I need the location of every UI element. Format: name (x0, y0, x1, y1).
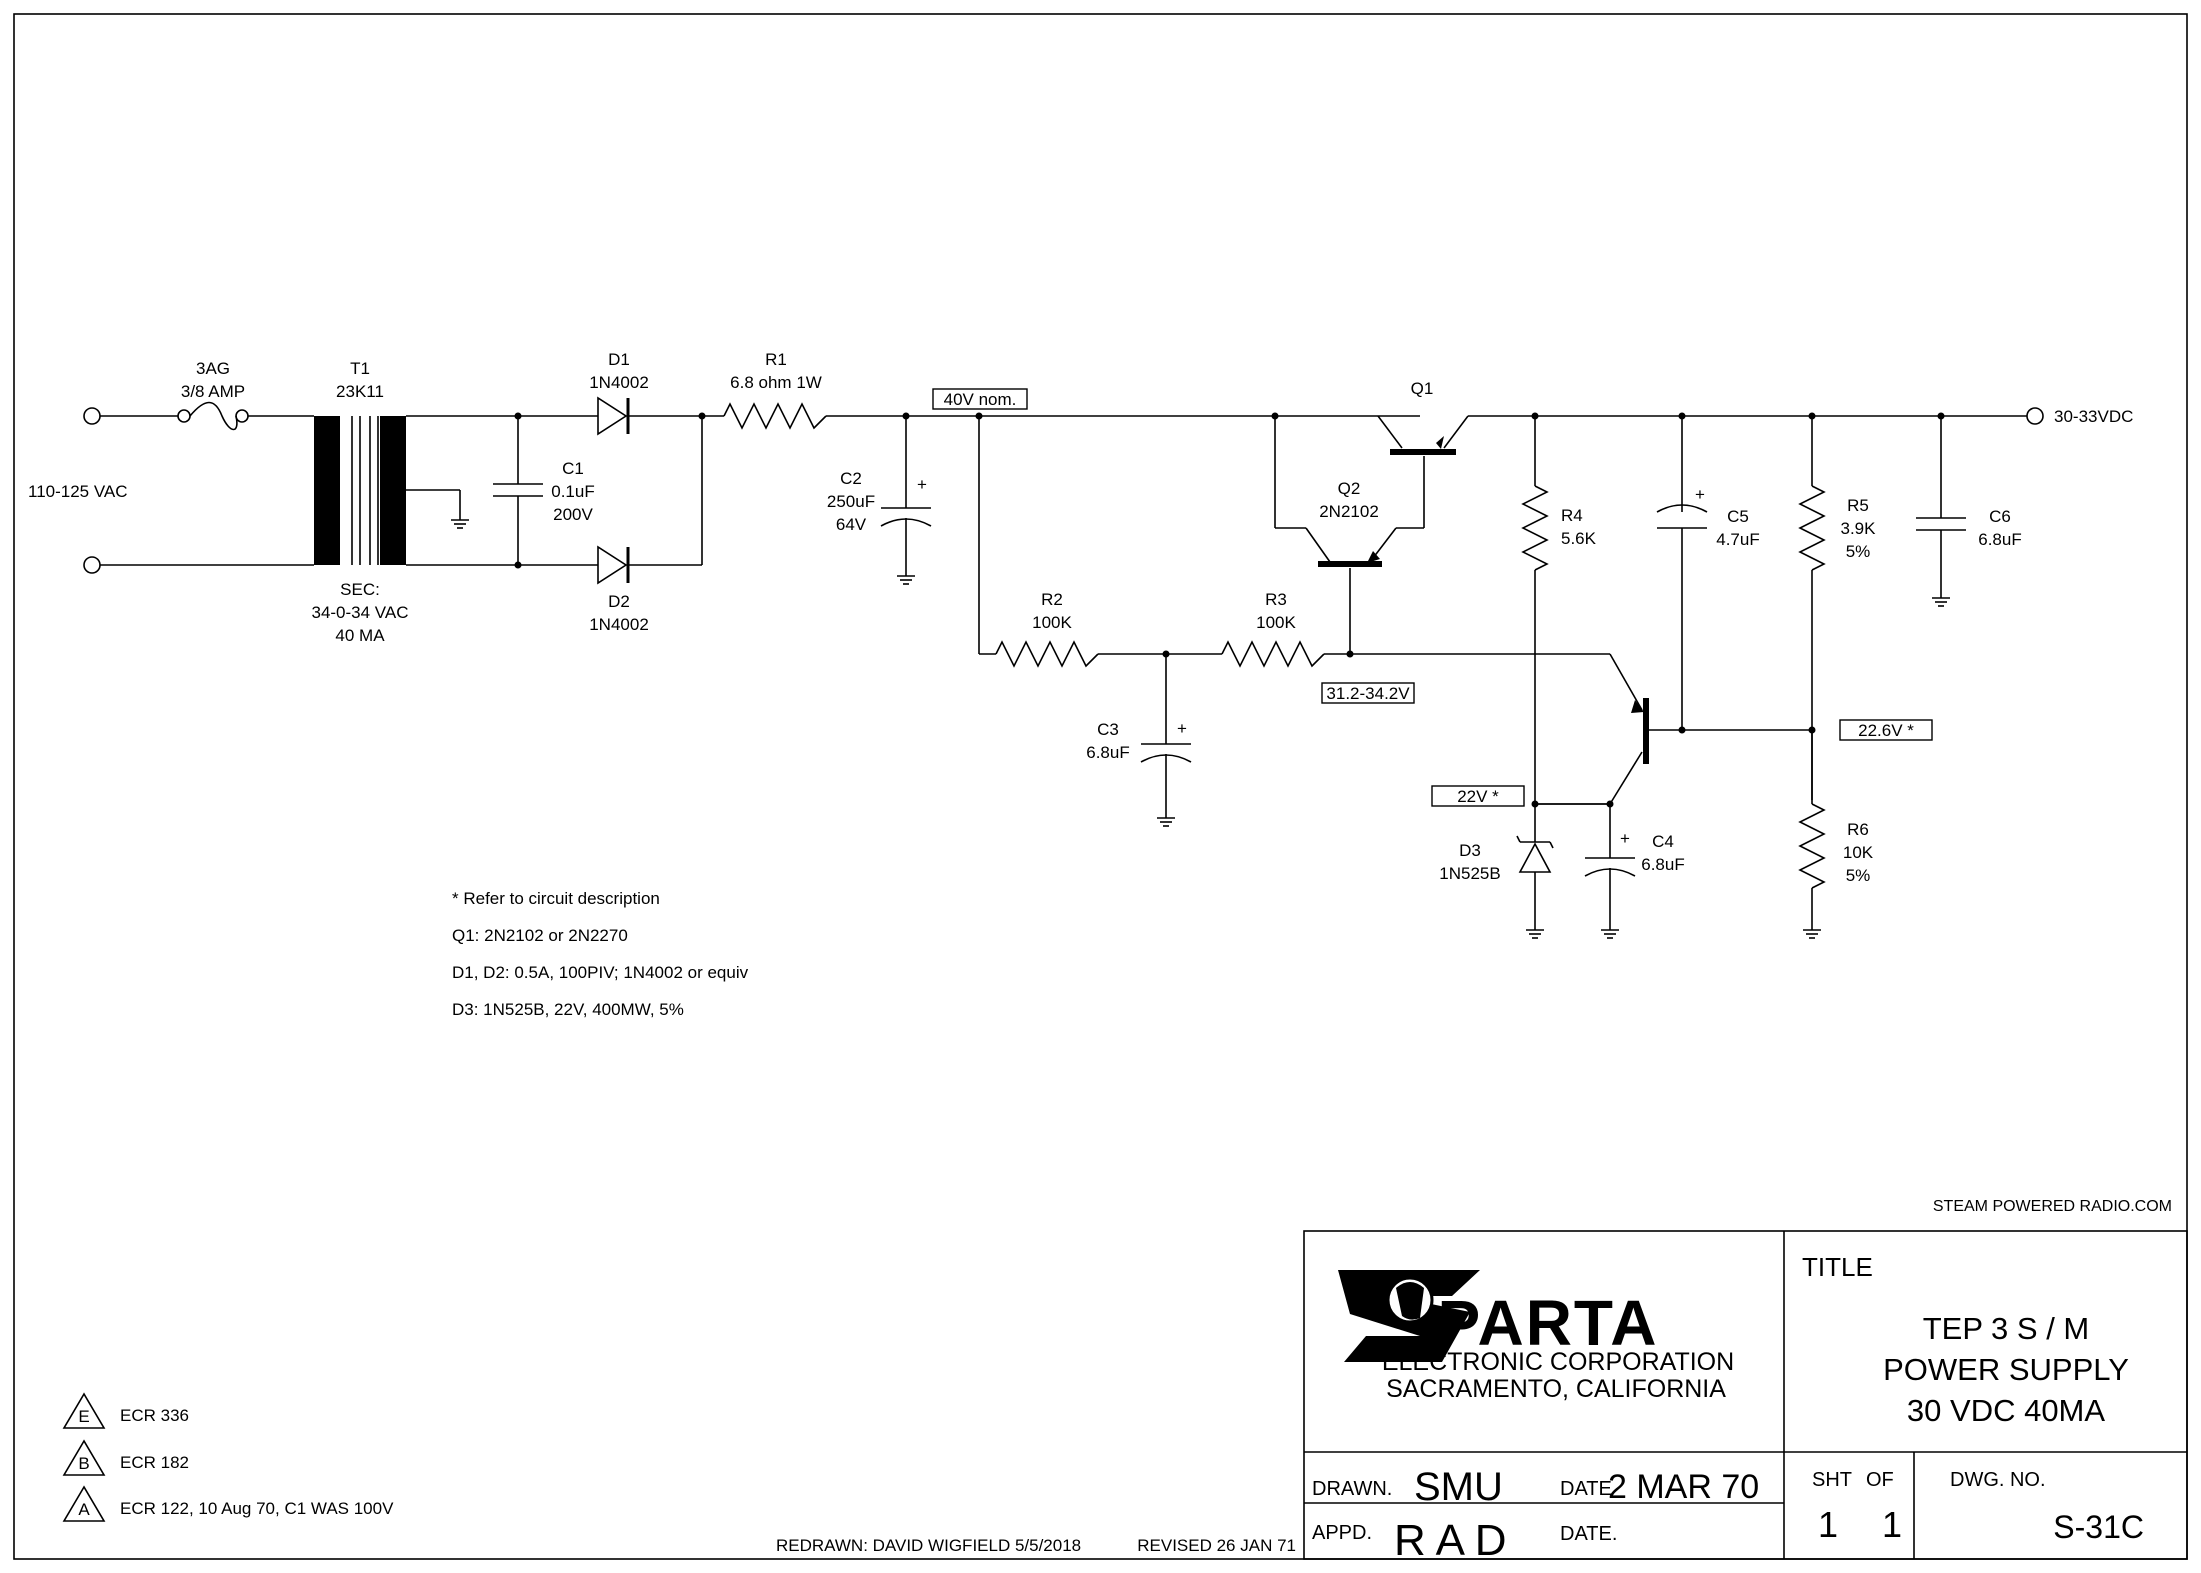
dc-output (2027, 407, 2133, 426)
zener-diode-d3 (1439, 804, 1553, 938)
drawn-value: SMU (1414, 1465, 1503, 1509)
r1-ref: R1 (765, 350, 787, 369)
logo-text: PARTA (1437, 1287, 1659, 1359)
capacitor-c1 (493, 416, 595, 565)
t1-part: 23K11 (336, 382, 384, 401)
d2-ref: D2 (608, 592, 630, 611)
q2-part: 2N2102 (1319, 502, 1379, 521)
r2-ref: R2 (1041, 590, 1063, 609)
testpoint-40v-label: 40V nom. (943, 390, 1017, 409)
resistor-r2 (996, 590, 1098, 666)
dwg-value: S-31C (2053, 1509, 2144, 1545)
sht-label: SHT (1812, 1469, 1852, 1491)
date-label: DATE (1560, 1478, 1612, 1500)
capacitor-c5 (1657, 416, 1760, 730)
title-line-3: 30 VDC 40MA (1906, 1393, 2106, 1428)
d3-ref: D3 (1459, 841, 1481, 860)
sht-value: 1 (1817, 1504, 1839, 1545)
c5-polarity: + (1695, 485, 1705, 504)
transistor-q3 (1610, 654, 1646, 804)
revision-list (64, 1394, 394, 1521)
fuse-value: 3/8 AMP (180, 382, 246, 401)
r5-ref: R5 (1847, 496, 1869, 515)
d2-part: 1N4002 (589, 615, 649, 634)
q1-ref: Q1 (1410, 379, 1434, 398)
t1-sec-title: SEC: (340, 580, 380, 599)
c5-ref: C5 (1727, 507, 1749, 526)
diode-d1 (589, 350, 649, 434)
revision-text: ECR 336 (120, 1406, 189, 1425)
d3-part: 1N525B (1439, 864, 1501, 883)
company-name: ELECTRONIC CORPORATION (1381, 1348, 1735, 1376)
capacitor-c6 (1916, 416, 2022, 606)
revision-text: ECR 182 (120, 1453, 189, 1472)
input-label: 110-125 VAC (28, 482, 128, 501)
testpoint-40v (933, 389, 1027, 409)
company-location: SACRAMENTO, CALIFORNIA (1386, 1375, 1726, 1403)
of-value: 1 (1881, 1504, 1903, 1545)
r5-tolerance: 5% (1845, 542, 1871, 561)
c1-rating: 200V (553, 505, 593, 524)
c2-rating: 64V (835, 515, 867, 534)
transformer-t1 (311, 359, 408, 645)
c5-value: 4.7uF (1716, 530, 1760, 549)
date-value: 2 MAR 70 (1608, 1468, 1760, 1506)
t1-sec-current: 40 MA (335, 626, 385, 645)
r4-value: 5.6K (1561, 529, 1596, 548)
notes (452, 889, 749, 1019)
output-label: 30-33VDC (2054, 407, 2134, 426)
r3-value: 100K (1256, 613, 1296, 632)
title-line-1: TEP 3 S / M (1922, 1311, 2090, 1346)
diode-d2 (589, 547, 649, 634)
r6-tolerance: 5% (1845, 866, 1871, 885)
revised-credit: REVISED 26 JAN 71 (1137, 1536, 1296, 1555)
resistor-r6 (1800, 730, 1874, 938)
t1-sec-voltage: 34-0-34 VAC (311, 603, 409, 622)
title-line-2: POWER SUPPLY (1883, 1352, 2129, 1387)
c3-ref: C3 (1097, 720, 1119, 739)
c4-value: 6.8uF (1641, 855, 1685, 874)
d1-ref: D1 (608, 350, 630, 369)
note-3: D1, D2: 0.5A, 100PIV; 1N4002 or equiv (452, 963, 749, 982)
capacitor-c3 (1086, 654, 1191, 826)
sheet-border (14, 14, 2187, 1559)
c1-value: 0.1uF (551, 482, 595, 501)
c2-value: 250uF (826, 492, 876, 511)
of-label: OF (1866, 1469, 1894, 1491)
c2-polarity: + (917, 475, 927, 494)
fuse-ref: 3AG (195, 359, 231, 378)
revision-text: ECR 122, 10 Aug 70, C1 WAS 100V (120, 1499, 394, 1518)
revision-letter: E (78, 1407, 90, 1426)
revision-letter: B (78, 1454, 90, 1473)
testpoint-31v-label: 31.2-34.2V (1326, 684, 1410, 703)
testpoint-22v-label: 22V * (1457, 787, 1499, 806)
r6-ref: R6 (1847, 820, 1869, 839)
note-4: D3: 1N525B, 22V, 400MW, 5% (452, 1000, 684, 1019)
title-block (1304, 1231, 2187, 1565)
redrawn-credit: REDRAWN: DAVID WIGFIELD 5/5/2018 (776, 1536, 1082, 1555)
c4-ref: C4 (1652, 832, 1674, 851)
c6-value: 6.8uF (1978, 530, 2022, 549)
ac-input (28, 408, 128, 573)
date2-label: DATE. (1560, 1523, 1618, 1545)
capacitor-c2 (827, 416, 931, 584)
revision-letter: A (78, 1500, 90, 1519)
c2-ref: C2 (840, 469, 862, 488)
r4-ref: R4 (1561, 506, 1583, 525)
d1-part: 1N4002 (589, 373, 649, 392)
resistor-r3 (1222, 590, 1324, 666)
appd-value: R A D (1394, 1516, 1507, 1565)
r3-ref: R3 (1265, 590, 1287, 609)
testpoint-22-6v (1840, 720, 1932, 740)
testpoint-31v (1322, 683, 1414, 703)
note-1: * Refer to circuit description (452, 889, 660, 908)
drawn-label: DRAWN. (1312, 1478, 1393, 1500)
resistor-r1 (724, 350, 826, 428)
r2-value: 100K (1032, 613, 1072, 632)
transistor-q2 (1306, 479, 1396, 654)
q2-ref: Q2 (1337, 479, 1361, 498)
dwg-label: DWG. NO. (1950, 1469, 2046, 1491)
c1-ref: C1 (562, 459, 584, 478)
c4-polarity: + (1620, 829, 1630, 848)
c3-polarity: + (1177, 719, 1187, 738)
testpoint-22v (1432, 786, 1524, 806)
r1-value: 6.8 ohm 1W (730, 373, 822, 392)
website-credit: STEAM POWERED RADIO.COM (1932, 1198, 2172, 1215)
capacitor-c4 (1585, 804, 1685, 938)
resistor-r4 (1523, 416, 1597, 804)
appd-label: APPD. (1312, 1522, 1373, 1544)
fuse-f (178, 359, 248, 430)
t1-ref: T1 (350, 359, 370, 378)
c6-ref: C6 (1989, 507, 2011, 526)
r5-value: 3.9K (1840, 519, 1876, 538)
title-label: TITLE (1802, 1252, 1873, 1282)
c3-value: 6.8uF (1086, 743, 1130, 762)
r6-value: 10K (1842, 843, 1874, 862)
note-2: Q1: 2N2102 or 2N2270 (452, 926, 628, 945)
testpoint-22-6v-label: 22.6V * (1858, 721, 1914, 740)
